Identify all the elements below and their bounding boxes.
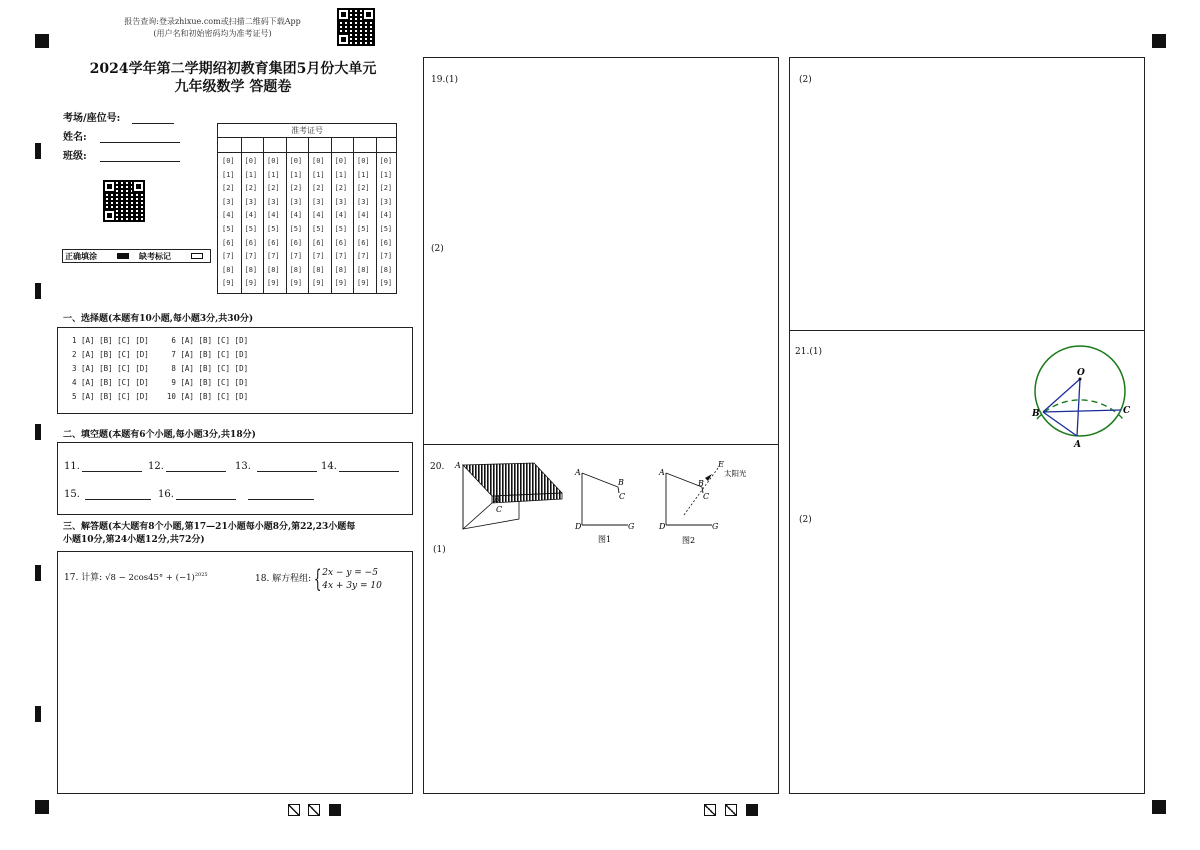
ticket-digit-bubble[interactable]: [9] [357,279,370,288]
header-qr-code [337,8,375,46]
admission-ticket-grid [217,123,397,294]
q21-point-B: B [1032,409,1040,419]
q18-label: 18. 解方程组: [255,574,312,584]
side-mark [35,424,41,440]
ticket-digit-bubble[interactable]: [4] [267,211,280,220]
awning-point-B: B [494,495,500,504]
ticket-digit-bubble[interactable]: [3] [289,197,303,206]
ticket-digit-bubble[interactable]: [5] [244,225,258,233]
fig1-point-A: A [575,468,581,477]
blank-13[interactable] [235,461,317,472]
fig2-caption: 图2 [682,536,696,545]
section2-answer-box [57,442,413,515]
ticket-digit-bubble[interactable]: [7] [267,252,280,261]
q20-part1-label: (1) [433,545,446,555]
q17-exponent: 2025 [194,572,208,578]
q-continued-answer-box[interactable] [789,57,1145,331]
ticket-digit-bubble[interactable]: [8] [357,265,370,274]
ticket-digit-bubble[interactable]: [0] [267,157,280,165]
ticket-column-divider [308,137,309,294]
fig2-point-C: C [703,492,710,501]
blank-11-label: 11. [64,461,80,472]
q21-point-A: A [1074,440,1081,450]
q20-answer-box[interactable] [423,444,779,794]
blank-12-label: 12. [148,461,164,472]
ticket-digit-bubble[interactable]: [6] [222,238,235,247]
ticket-digit-bubble[interactable]: [5] [312,225,325,233]
choice-row[interactable]: 1 [A] [B] [C] [D] 6 [A] [B] [C] [D] [72,336,249,345]
student-qr-code [103,180,145,222]
class-line[interactable] [100,151,180,162]
ticket-digit-bubble[interactable]: [0] [357,157,370,165]
blank-15[interactable] [64,489,151,500]
name-label: 姓名: [63,132,87,143]
fig1-caption: 图1 [598,535,612,544]
exam-room-line[interactable] [132,113,174,124]
fig2-point-D: D [659,522,666,531]
blank-15-label: 15. [64,489,80,500]
blank-16-label: 16. [158,489,174,500]
choice-row[interactable]: 4 [A] [B] [C] [D] 9 [A] [B] [C] [D] [72,378,249,387]
fig2-point-E: E [718,460,724,469]
ticket-digit-bubble[interactable]: [6] [289,238,303,247]
fill-legend [62,249,211,263]
ticket-digit-bubble[interactable]: [5] [267,225,280,233]
ticket-digit-bubble[interactable]: [9] [334,279,348,288]
q20-figure1 [572,465,642,545]
ticket-digit-bubble[interactable]: [6] [312,238,325,247]
ticket-title: 准考证号 [291,126,323,135]
ticket-digit-bubble[interactable]: [1] [289,170,303,179]
ticket-column-divider [376,137,377,294]
ticket-digit-bubble[interactable]: [1] [357,170,370,179]
ticket-column-divider [263,137,264,294]
q21-point-O: O [1077,368,1085,378]
blank-16[interactable] [158,489,314,500]
blank-11[interactable] [64,461,142,472]
footer-mark-solid [329,804,341,816]
fig1-point-B: B [618,478,624,487]
ticket-digit-bubble[interactable]: [7] [379,252,393,261]
ticket-digit-bubble[interactable]: [7] [289,252,303,261]
footer-mark-solid [746,804,758,816]
q21-part1-label: 21.(1) [795,347,823,357]
ticket-input-divider [218,152,396,153]
side-mark [35,706,41,722]
q19-part1-label: 19.(1) [431,75,459,85]
ticket-digit-bubble[interactable]: [9] [289,279,303,288]
q18-equation2: 4x + 3y = 10 [322,581,382,591]
blank-14-label: 14. [321,461,337,472]
ticket-digit-bubble[interactable]: [7] [334,252,348,261]
footer-mark-hatched [725,804,737,816]
ticket-column-divider [241,137,242,294]
ticket-digit-bubble[interactable]: [8] [312,265,325,274]
ticket-digit-bubble[interactable]: [8] [267,265,280,274]
ticket-digit-bubble[interactable]: [8] [334,265,348,274]
ticket-digit-bubble[interactable]: [3] [312,197,325,206]
ticket-digit-bubble[interactable]: [9] [267,279,280,288]
ticket-digit-bubble[interactable]: [6] [334,238,348,247]
q20-figure2 [656,459,756,545]
ticket-digit-bubble[interactable]: [9] [312,279,325,288]
ticket-digit-bubble[interactable]: [7] [244,252,258,261]
ticket-digit-bubble[interactable]: [6] [357,238,370,247]
ticket-digit-bubble[interactable]: [8] [222,265,235,274]
fig2-point-G: G [712,522,719,531]
absent-mark-checkbox[interactable] [191,253,203,259]
side-mark [35,283,41,299]
blank-14[interactable] [321,461,399,472]
q19-part2-label: (2) [431,244,444,254]
ticket-digit-bubble[interactable]: [5] [222,225,235,233]
title-line1: 2024学年第二学期绍初教育集团5月份大单元 [89,61,377,77]
footer-mark-hatched [288,804,300,816]
correct-fill-label: 正确填涂 [65,251,97,261]
fig2-point-B: B [698,479,704,488]
ticket-digit-bubble[interactable]: [2] [267,184,280,193]
section3-heading [63,521,355,547]
ticket-digit-bubble[interactable]: [7] [357,252,370,261]
fig2-point-A: A [659,468,665,477]
q20-awning-figure [454,461,564,533]
ticket-digit-bubble[interactable]: [2] [289,184,303,193]
ticket-digit-bubble[interactable]: [4] [222,211,235,220]
ticket-digit-bubble[interactable]: [5] [379,225,393,233]
class-field [63,147,180,162]
ticket-digit-bubble[interactable]: [3] [357,197,370,206]
class-label: 班级: [63,151,87,162]
fig1-point-G: G [628,522,635,531]
ticket-digit-bubble[interactable]: [9] [244,279,258,288]
section3-heading-line2: 小题10分,第24小题12分,共72分) [63,535,205,545]
ticket-digit-bubble[interactable]: [2] [334,184,348,193]
absent-mark-label: 缺考标记 [139,251,171,261]
q21-circle-figure [1025,341,1135,453]
report-notice [100,16,325,40]
q17-18-answer-box[interactable] [57,551,413,794]
ticket-digit-bubble[interactable]: [1] [222,170,235,179]
q21-part2-label: (2) [799,515,812,525]
ticket-digit-bubble[interactable]: [4] [289,211,303,220]
ticket-digit-bubble[interactable]: [0] [244,157,258,165]
footer-mark-hatched [308,804,320,816]
page-title [58,60,408,96]
corner-mark-top-right [1152,34,1166,48]
ticket-digit-bubble[interactable]: [0] [289,157,303,165]
ticket-digit-bubble[interactable]: [5] [357,225,370,233]
choice-row[interactable]: 2 [A] [B] [C] [D] 7 [A] [B] [C] [D] [72,350,249,359]
q19-answer-box[interactable] [423,57,779,445]
ticket-digit-bubble[interactable]: [7] [312,252,325,261]
ticket-digit-bubble[interactable]: [0] [312,157,325,165]
ticket-digit-bubble[interactable]: [1] [334,170,348,179]
corner-mark-bottom-right [1152,800,1166,814]
blank-12[interactable] [148,461,226,472]
q17-prompt [64,570,208,583]
awning-point-C: C [496,505,503,514]
ticket-digit-bubble[interactable]: [4] [334,211,348,220]
q21-answer-box[interactable] [789,330,1145,794]
ticket-digit-bubble[interactable]: [7] [222,252,235,261]
ticket-digit-bubble[interactable]: [3] [244,197,258,206]
continued-part2-label: (2) [799,75,812,85]
q18-prompt [255,567,382,593]
corner-mark-top-left [35,34,49,48]
corner-mark-bottom-left [35,800,49,814]
side-mark [35,565,41,581]
ticket-digit-bubble[interactable]: [5] [334,225,348,233]
section3-heading-line1: 三、解答题(本大题有8个小题,第17—21小题每小题8分,第22,23小题每 [63,522,356,532]
ticket-digit-bubble[interactable]: [3] [267,197,280,206]
ticket-digit-bubble[interactable]: [4] [379,211,393,220]
section1-heading: 一、选择题(本题有10小题,每小题3分,共30分) [63,314,254,324]
ticket-digit-bubble[interactable]: [2] [379,184,393,193]
choice-row[interactable]: 5 [A] [B] [C] [D] 10 [A] [B] [C] [D] [72,392,249,401]
choice-row[interactable]: 3 [A] [B] [C] [D] 8 [A] [B] [C] [D] [72,364,249,373]
fig1-point-D: D [575,522,582,531]
ticket-digit-bubble[interactable]: [8] [379,265,393,274]
ticket-digit-bubble[interactable]: [3] [379,197,393,206]
section1-answer-box [57,327,413,414]
ticket-digit-bubble[interactable]: [2] [357,184,370,193]
ticket-header-divider [218,137,396,138]
report-notice-line1: 报告查询:登录zhixue.com或扫描二维码下载App [124,17,301,26]
ticket-digit-bubble[interactable]: [1] [312,170,325,179]
side-mark [35,143,41,159]
ticket-digit-bubble[interactable]: [0] [222,157,235,165]
awning-point-A: A [455,461,461,470]
q17-label: 17. 计算: [64,573,103,583]
ticket-digit-bubble[interactable]: [8] [244,265,258,274]
ticket-digit-bubble[interactable]: [4] [244,211,258,220]
blank-13-label: 13. [235,461,251,472]
ticket-digit-bubble[interactable]: [1] [379,170,393,179]
ticket-digit-bubble[interactable]: [2] [244,184,258,193]
correct-fill-sample [117,253,129,259]
ticket-digit-bubble[interactable]: [4] [357,211,370,220]
ticket-column-divider [353,137,354,294]
ticket-digit-bubble[interactable]: [6] [267,238,280,247]
exam-room-field [63,109,174,124]
ticket-digit-bubble[interactable]: [6] [379,238,393,247]
ticket-digit-bubble[interactable]: [2] [312,184,325,193]
ticket-digit-bubble[interactable]: [0] [334,157,348,165]
ticket-digit-bubble[interactable]: [5] [289,225,303,233]
report-notice-line2: (用户名和初始密码均为准考证号) [153,29,272,38]
ticket-digit-bubble[interactable]: [1] [244,170,258,179]
title-line2: 九年级数学 答题卷 [174,79,292,95]
ticket-digit-bubble[interactable]: [6] [244,238,258,247]
name-field [63,128,180,143]
ticket-column-divider [286,137,287,294]
footer-mark-hatched [704,804,716,816]
ticket-digit-bubble[interactable]: [9] [379,279,393,288]
exam-room-label: 考场/座位号: [63,113,121,124]
q18-equation1: 2x − y = −5 [322,568,378,578]
ticket-digit-bubble[interactable]: [2] [222,184,235,193]
q18-brace: { [313,565,322,593]
fig1-point-C: C [619,492,626,501]
q20-label: 20. [430,462,445,472]
ticket-digit-bubble[interactable]: [0] [379,157,393,165]
name-line[interactable] [100,132,180,143]
ticket-digit-bubble[interactable]: [9] [222,279,235,288]
ticket-digit-bubble[interactable]: [8] [289,265,303,274]
ticket-column-divider [331,137,332,294]
q17-expression: √8 − 2cos45° + (−1) [105,573,195,583]
ticket-digit-bubble[interactable]: [4] [312,211,325,220]
section2-heading: 二、填空题(本题有6个小题,每小题3分,共18分) [63,430,256,440]
ticket-digit-bubble[interactable]: [1] [267,170,280,179]
ticket-digit-bubble[interactable]: [3] [222,197,235,206]
ticket-digit-bubble[interactable]: [3] [334,197,348,206]
sunlight-label: 太阳光 [724,469,747,478]
q21-point-C: C [1123,406,1131,416]
